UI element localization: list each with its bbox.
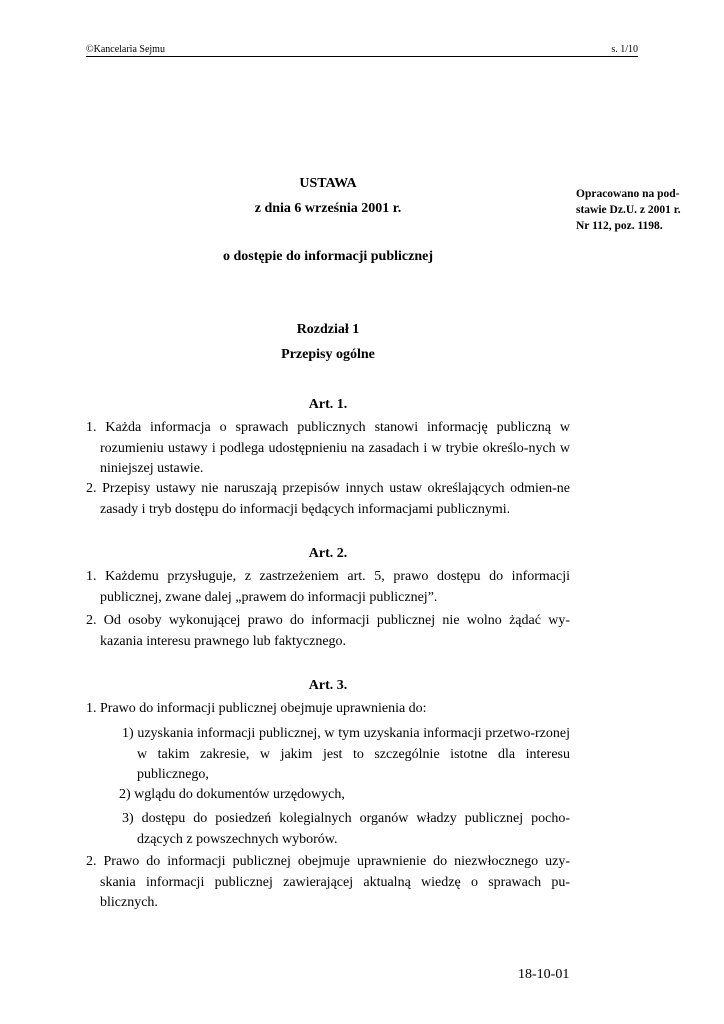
footer-date: 18-10-01 xyxy=(518,967,570,982)
chapter-name: Przepisy ogólne xyxy=(281,347,375,362)
source-note: Opracowano na pod-stawie Dz.U. z 2001 r. Nr 112, poz. 1198. xyxy=(576,188,681,232)
page-number: s. 1/10 xyxy=(611,44,638,55)
page-header xyxy=(86,44,638,57)
art2-heading: Art. 2. xyxy=(308,546,348,561)
chapter-number: Rozdział 1 xyxy=(296,322,360,337)
art3-item-1: 1) uzyskania informacji publicznej, w tym uzyskania informacji przetwo-rzonej w takim zakresie, w jakim jest to szczególnie istotne dla interesu publicznego, xyxy=(122,726,570,782)
art3-item-3: 3) dostępu do posiedzeń kolegialnych organów władzy publicznej pocho-dzących z powszechnych wyborów. xyxy=(122,811,570,847)
art3-item-2: 2) wglądu do dokumentów urzędowych, xyxy=(119,787,345,802)
art2-paragraph-2: 2. Od osoby wykonującej prawo do informacji publicznej nie wolno żądać wy-kazania interesu prawnego lub faktycznego. xyxy=(86,613,570,649)
art2-paragraph-1: 1. Każdemu przysługuje, z zastrzeżeniem art. 5, prawo dostępu do informacji publicznej, zwane dalej „prawem do informacji publicznej”. xyxy=(86,569,570,605)
header-copyright: ©Kancelaria Sejmu xyxy=(86,44,165,55)
art1-paragraph-2: 2. Przepisy ustawy nie naruszają przepisów innych ustaw określających odmien-ne zasady i tryb dostępu do informacji będących informacjami publicznymi. xyxy=(86,481,570,517)
act-date: z dnia 6 września 2001 r. xyxy=(254,201,402,216)
art1-paragraph-1: 1. Każda informacja o sprawach publicznych stanowi informację publiczną w rozumieniu ustawy i podlega udostępnieniu na zasadach i w trybie określo-nych w niniejszej ustawie. xyxy=(86,420,570,476)
art3-heading: Art. 3. xyxy=(308,678,348,693)
art3-paragraph-2: 2. Prawo do informacji publicznej obejmuje uprawnienie do niezwłocznego uzy-skania informacji publicznej zawierającej aktualną wiedzę o sprawach pu-blicznych. xyxy=(86,854,570,910)
art1-heading: Art. 1. xyxy=(308,397,348,412)
act-type: USTAWA xyxy=(299,176,357,191)
art3-paragraph-1: 1. Prawo do informacji publicznej obejmuje uprawnienia do: xyxy=(86,701,427,716)
act-subject: o dostępie do informacji publicznej xyxy=(223,249,433,264)
